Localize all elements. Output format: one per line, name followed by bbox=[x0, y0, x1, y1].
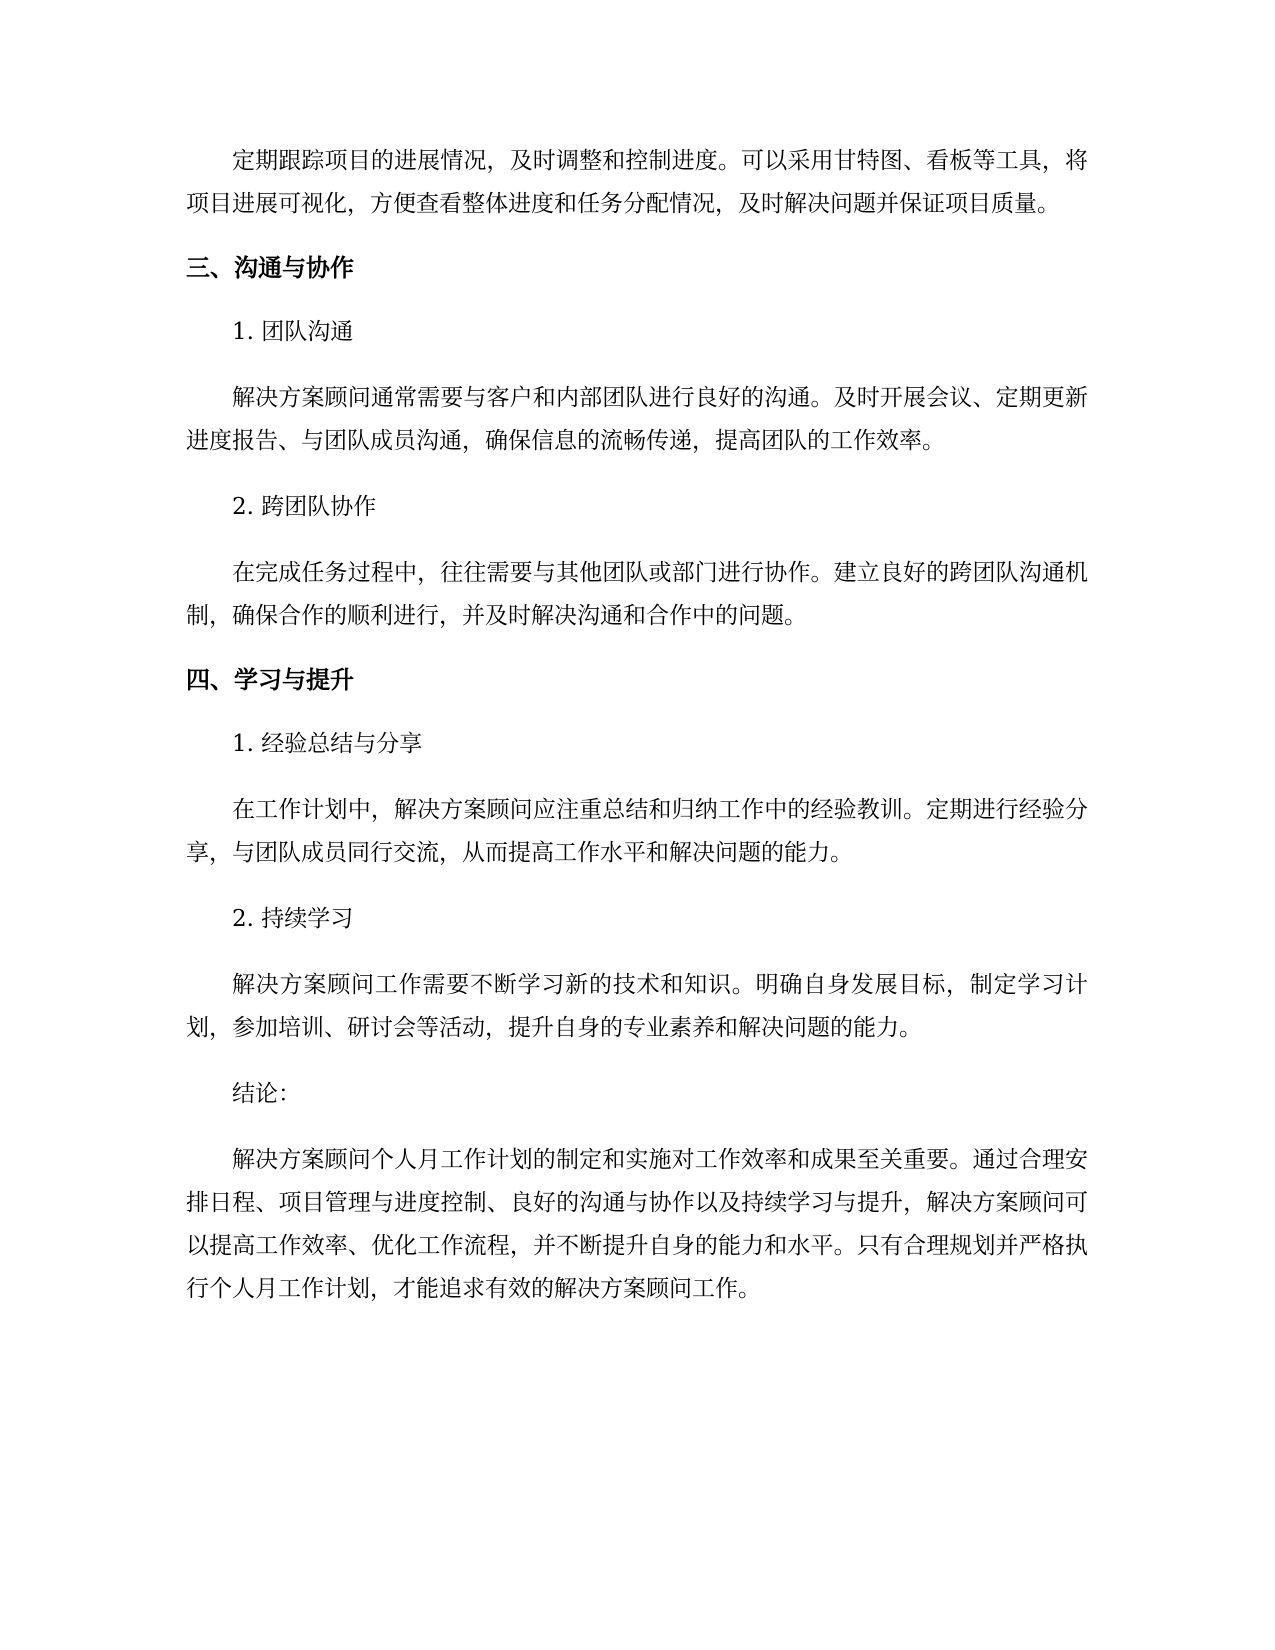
document-body bbox=[186, 140, 1088, 1311]
section-heading-communication: 三、沟通与协作 bbox=[186, 254, 354, 282]
subheading-cross-team: 2. 跨团队协作 bbox=[232, 494, 377, 520]
paragraph-learning: 解决方案顾问工作需要不断学习新的技术和知识。明确自身发展目标，制定学习计划，参加培训、研讨会等活动，提升自身的专业素养和解决问题的能力。 bbox=[186, 972, 1088, 1041]
paragraph-cross-team: 在完成任务过程中，往往需要与其他团队或部门进行协作。建立良好的跨团队沟通机制，确保合作的顺利进行，并及时解决沟通和合作中的问题。 bbox=[186, 560, 1088, 629]
conclusion-label: 结论： bbox=[232, 1081, 301, 1107]
paragraph-progress-tracking: 定期跟踪项目的进展情况，及时调整和控制进度。可以采用甘特图、看板等工具，将项目进展可视化，方便查看整体进度和任务分配情况，及时解决问题并保证项目质量。 bbox=[186, 148, 1088, 217]
subheading-experience: 1. 经验总结与分享 bbox=[232, 731, 423, 757]
section-heading-learning: 四、学习与提升 bbox=[186, 666, 354, 694]
paragraph-conclusion: 解决方案顾问个人月工作计划的制定和实施对工作效率和成果至关重要。通过合理安排日程、项目管理与进度控制、良好的沟通与协作以及持续学习与提升，解决方案顾问可以提高工作效率、优化工作流程，并不断提升自身的能力和水平。只有合理规划并严格执行个人月工作计划，才能追求有效的解决方案顾问工作。 bbox=[186, 1147, 1088, 1302]
paragraph-experience: 在工作计划中，解决方案顾问应注重总结和归纳工作中的经验教训。定期进行经验分享，与团队成员同行交流，从而提高工作水平和解决问题的能力。 bbox=[186, 797, 1088, 866]
subheading-learning: 2. 持续学习 bbox=[232, 906, 354, 932]
subheading-team-communication: 1. 团队沟通 bbox=[232, 319, 354, 345]
paragraph-team-communication: 解决方案顾问通常需要与客户和内部团队进行良好的沟通。及时开展会议、定期更新进度报告、与团队成员沟通，确保信息的流畅传递，提高团队的工作效率。 bbox=[186, 385, 1088, 454]
